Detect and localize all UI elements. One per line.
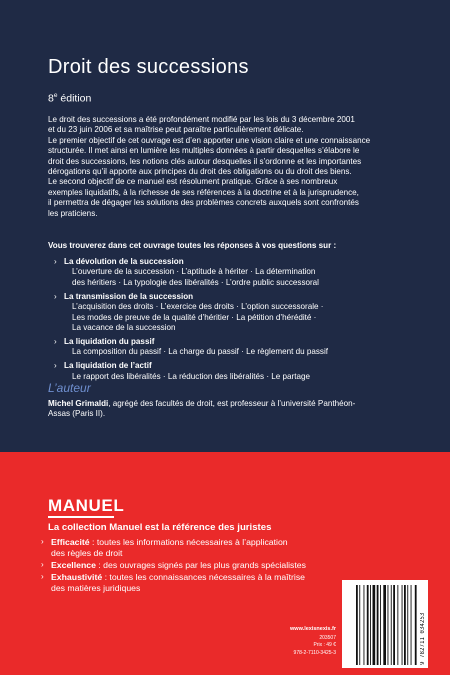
- brand-underline: [48, 516, 114, 518]
- feature-item: › Efficacité : toutes les informations nécessaires à l’application des règles de droit: [41, 537, 288, 558]
- section-line: Les modes de preuve de la qualité d’héritier · La pétition d’hérédité ·: [72, 312, 317, 322]
- author-bio: Michel Grimaldi, agrégé des facultés de droit, est professeur à l’université Panthéon- Assas (Paris II).: [48, 399, 356, 419]
- section-title: La liquidation de l’actif: [64, 361, 152, 371]
- collection-claim: La collection Manuel est la référence des juristes: [48, 522, 272, 533]
- section-title: La liquidation du passif: [64, 337, 155, 347]
- book-title: Droit des successions: [48, 56, 249, 78]
- author-name: Michel Grimaldi: [48, 399, 109, 408]
- intro-line: les praticiens.: [48, 208, 98, 218]
- barcode-digits: 9 782711 034253: [420, 612, 426, 665]
- contents-lead: Vous trouverez dans cet ouvrage toutes les réponses à vos questions sur :: [48, 241, 337, 250]
- intro-paragraph: [48, 115, 428, 219]
- section-line: La composition du passif · La charge du passif · Le règlement du passif: [72, 347, 328, 357]
- chevron-right-icon: ›: [41, 560, 44, 570]
- contents-list: [54, 257, 428, 386]
- intro-line: droit des successions, les notions clés autour desquelles il s’ordonne et les importantes: [48, 156, 362, 166]
- feature-item: › Exhaustivité : toutes les connaissances nécessaires à la maîtrise des matières juridiques: [41, 572, 305, 594]
- intro-line: et du 23 juin 2006 et sa maîtrise peut paraître particulièrement délicate.: [48, 125, 304, 135]
- collection-brand: MANUEL: [48, 496, 125, 515]
- chevron-right-icon: ›: [54, 291, 57, 301]
- product-code: 203507: [319, 635, 336, 641]
- contents-section: [54, 257, 428, 288]
- isbn: 978-2-7110-3425-3: [293, 649, 336, 656]
- intro-line: Le second objectif de ce manuel est résolument pratique. Grâce à ses nombreux: [48, 177, 338, 187]
- section-title: La dévolution de la succession: [64, 257, 184, 266]
- section-line: La vacance de la succession: [72, 323, 176, 333]
- chevron-right-icon: ›: [41, 572, 44, 582]
- section-line: des héritiers · La typologie des libéralités · L’ordre public successoral: [72, 277, 319, 287]
- section-line: L’ouverture de la succession · L’aptitude à hériter · La détermination: [72, 267, 316, 277]
- product-codes: [294, 635, 336, 657]
- publisher-website: www.lexisnexis.fr: [290, 626, 336, 632]
- author-heading: L’auteur: [48, 381, 91, 395]
- chevron-right-icon: ›: [41, 537, 44, 546]
- intro-line: exemples liquidatifs, à la richesse de ses références à la doctrine et à la jurisprudence,: [48, 187, 359, 197]
- contents-section: [54, 337, 428, 358]
- section-line: Le rapport des libéralités · La réduction des libéralités · Le partage: [72, 371, 311, 381]
- feature-item: › Excellence : des ouvrages signés par les plus grands spécialistes: [41, 560, 306, 571]
- intro-line: Le premier objectif de cet ouvrage est d’en apporter une vision claire et une connaissance: [48, 135, 371, 145]
- contents-section: [54, 361, 428, 382]
- intro-line: dérogations qu’il apporte aux principes du droit des obligations ou du droit des biens.: [48, 167, 352, 177]
- intro-line: Le droit des successions a été profondément modifié par les lois du 3 décembre 2001: [48, 115, 355, 124]
- edition-label: 8e édition: [48, 92, 92, 105]
- section-title: La transmission de la succession: [64, 291, 194, 301]
- barcode-icon: [355, 585, 417, 665]
- contents-section: [54, 291, 428, 334]
- chevron-right-icon: ›: [54, 337, 57, 347]
- intro-line: il permettra de dégager les solutions des problèmes concrets auxquels sont confrontés: [48, 198, 359, 208]
- section-line: L’acquisition des droits · L’exercice des droits · L’option successorale ·: [72, 302, 324, 312]
- intro-line: structurée. Il met ainsi en lumière les multiples données à partir desquelles s’élabore le: [48, 146, 360, 156]
- price: Prix : 49 €: [313, 642, 336, 649]
- chevron-right-icon: ›: [54, 361, 57, 371]
- chevron-right-icon: ›: [54, 257, 57, 266]
